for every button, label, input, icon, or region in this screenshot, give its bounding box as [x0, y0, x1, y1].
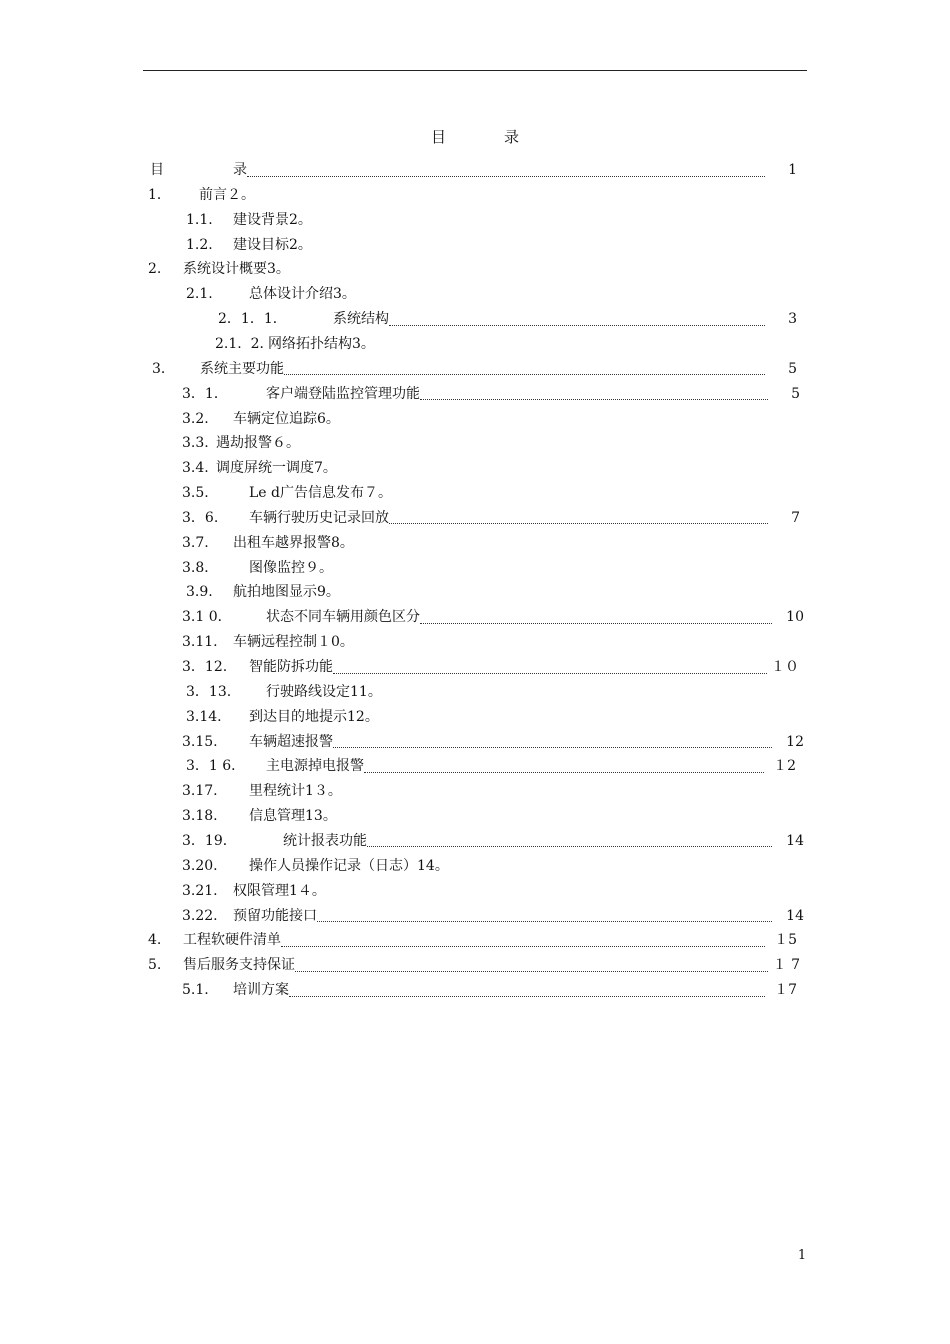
- toc-entry-number: 3.20.: [182, 857, 218, 874]
- toc-entry[interactable]: [182, 856, 449, 876]
- toc-entry[interactable]: [182, 384, 800, 404]
- toc-entry-number: 3.22.: [182, 907, 218, 924]
- toc-entry-title: 信息管理13。: [249, 808, 337, 825]
- toc-dot-leader: [389, 511, 768, 524]
- toc-entry-title: 工程软硬件清单: [183, 932, 281, 949]
- toc-entry-number: 3．12.: [182, 659, 228, 675]
- toc-entry[interactable]: [186, 707, 379, 727]
- toc-entry[interactable]: [182, 906, 804, 926]
- toc-entry-number: 3.9.: [186, 584, 213, 601]
- toc-entry-page: 1: [788, 162, 797, 178]
- toc-entry-title: 统计报表功能: [283, 832, 367, 849]
- toc-entry[interactable]: [218, 309, 797, 329]
- toc-entry-number: 3．19．: [182, 832, 237, 849]
- toc-entry-number: 1.1.: [186, 211, 213, 228]
- toc-dot-leader: [420, 611, 772, 624]
- toc-entry-title: 图像监控９。: [249, 559, 333, 576]
- toc-entry-title: 到达目的地提示12。: [249, 708, 379, 725]
- toc-entry-number: 1.2.: [186, 236, 213, 253]
- toc-entry[interactable]: [215, 334, 375, 354]
- toc-entry[interactable]: [148, 259, 290, 279]
- toc-dot-leader: [389, 313, 765, 326]
- toc-entry-number: 3.4.: [182, 460, 209, 477]
- toc-entry-number: 3．1．: [182, 385, 228, 402]
- toc-entry[interactable]: [182, 732, 804, 752]
- toc-entry-title: 总体设计介绍3。: [249, 286, 356, 303]
- toc-entry-title: 行驶路线设定11。: [266, 683, 382, 700]
- toc-entry[interactable]: [182, 458, 337, 478]
- toc-entry[interactable]: [182, 558, 333, 578]
- toc-entry-title: 售后服务支持保证: [183, 957, 295, 974]
- toc-dot-leader: [281, 934, 765, 947]
- toc-entry[interactable]: [182, 533, 354, 553]
- toc-entry-number: 3.2.: [182, 410, 209, 427]
- page-number: 1: [797, 1248, 807, 1263]
- toc-entry[interactable]: [182, 607, 804, 627]
- toc-entry-number: 3．1 6．: [186, 758, 246, 775]
- toc-entry-page: １2: [773, 758, 796, 775]
- toc-title-char-2: 录: [504, 128, 520, 146]
- toc-entry-number: 5.1.: [182, 982, 209, 999]
- toc-dot-leader: [284, 362, 765, 375]
- toc-entry-title: 里程统计1３。: [249, 783, 342, 800]
- toc-entry-number: 4.: [148, 932, 162, 949]
- toc-entry-title: Le d广告信息发布７。: [249, 485, 392, 502]
- toc-entry-title: 系统主要功能: [200, 360, 284, 377]
- toc-dot-leader: [317, 909, 772, 922]
- toc-entry-title: 主电源掉电报警: [266, 758, 364, 775]
- toc-entry[interactable]: [182, 831, 804, 851]
- toc-entry-number: 3.1 0．: [182, 609, 232, 626]
- toc-entry-number: 3.18.: [182, 808, 218, 825]
- toc-entry[interactable]: [182, 881, 326, 901]
- toc-entry-title: 操作人员操作记录（日志）14。: [249, 857, 449, 874]
- toc-entry[interactable]: [182, 483, 392, 503]
- toc-dot-leader: [333, 661, 767, 674]
- toc-entry[interactable]: [182, 632, 354, 652]
- toc-entry-number: 3．6.: [182, 509, 219, 526]
- toc-entry[interactable]: [186, 235, 312, 255]
- toc-entry-number: 3.11.: [182, 634, 218, 651]
- toc-entry-title: 车辆远程控制１0。: [233, 634, 354, 651]
- toc-entry-title: 录: [233, 162, 247, 178]
- toc-entry-number: 3.14.: [186, 708, 222, 725]
- toc-entry[interactable]: [182, 409, 340, 429]
- toc-entry-title: 系统结构: [333, 311, 389, 328]
- toc-title-char-1: 目: [430, 128, 446, 146]
- toc-entry-page: 10: [786, 609, 804, 626]
- toc-entry-title: 航拍地图显示9。: [233, 584, 340, 601]
- toc-entry-page: １０: [771, 659, 799, 675]
- toc-entry[interactable]: [186, 210, 312, 230]
- toc-entry-page: 3: [788, 311, 797, 328]
- toc-entry-title: 前言２。: [199, 186, 255, 203]
- toc-entry-title: 客户端登陆监控管理功能: [266, 385, 420, 402]
- toc-entry-title: 调度屏统一调度7。: [216, 460, 337, 477]
- toc-entry[interactable]: [182, 433, 300, 453]
- toc-entry-title: 车辆定位追踪6。: [233, 410, 340, 427]
- toc-entry[interactable]: [186, 756, 796, 776]
- toc-entry[interactable]: [182, 806, 337, 826]
- toc-dot-leader: [333, 735, 772, 748]
- toc-entry-title: 遇劫报警６。: [216, 435, 300, 452]
- toc-dot-leader: [420, 387, 768, 400]
- toc-entry-number: 3.5.: [182, 485, 209, 502]
- toc-entry-page: 5: [788, 360, 797, 377]
- toc-entry[interactable]: [182, 657, 799, 677]
- toc-entry[interactable]: [182, 508, 800, 528]
- toc-entry[interactable]: [148, 955, 800, 975]
- toc-entry-number: 5.: [148, 957, 162, 974]
- toc-entry-title: 出租车越界报警8。: [233, 534, 354, 551]
- toc-entry[interactable]: [186, 582, 340, 602]
- toc-dot-leader: [289, 984, 765, 997]
- toc-entry[interactable]: [182, 980, 797, 1000]
- toc-entry-number: 3.17.: [182, 783, 218, 800]
- toc-entry-number: 2.: [148, 261, 162, 278]
- toc-entry-title: 预留功能接口: [233, 907, 317, 924]
- toc-entry-title: 权限管理1４。: [233, 882, 326, 899]
- toc-entry-number: 3.3.: [182, 435, 209, 452]
- toc-entry-page: 12: [786, 733, 804, 750]
- toc-entry-number: 3.21.: [182, 882, 218, 899]
- toc-entry-title: 培训方案: [233, 982, 289, 999]
- toc-entry-title: 建设背景2。: [233, 211, 312, 228]
- toc-entry-page: １ 7: [772, 957, 800, 974]
- toc-entry-page: 5: [791, 385, 800, 402]
- toc-entry-number: 3.15.: [182, 733, 218, 750]
- toc-entry-number: 3．13.: [186, 683, 232, 700]
- toc-entry-title: 智能防拆功能: [249, 659, 333, 675]
- toc-entry[interactable]: [186, 284, 356, 304]
- toc-entry[interactable]: [186, 682, 382, 702]
- toc-entry-title: 车辆行驶历史记录回放: [249, 509, 389, 526]
- toc-entry[interactable]: [148, 185, 255, 205]
- toc-entry-number: 2.1.: [186, 286, 213, 303]
- toc-entry-title: 建设目标2。: [233, 236, 312, 253]
- toc-entry-number: 3.7.: [182, 534, 209, 551]
- toc-dot-leader: [367, 834, 772, 847]
- toc-entry-title: 车辆超速报警: [249, 733, 333, 750]
- toc-title: [0, 126, 950, 147]
- toc-entry-title: 系统设计概要3。: [183, 261, 290, 278]
- toc-entry-title: 状态不同车辆用颜色区分: [266, 609, 420, 626]
- toc-entry-number: 目: [150, 162, 164, 178]
- toc-dot-leader: [295, 959, 768, 972]
- toc-entry[interactable]: [152, 359, 797, 379]
- toc-entry-page: １5: [774, 932, 797, 949]
- toc-entry[interactable]: [182, 781, 342, 801]
- toc-entry-number: 2.1. 2．: [215, 335, 274, 352]
- header-rule: [143, 70, 807, 71]
- toc-entry[interactable]: [150, 160, 797, 180]
- toc-entry-number: 2．1．1．: [218, 311, 287, 328]
- toc-entry-number: 3.8．: [182, 559, 219, 576]
- toc-dot-leader: [364, 760, 764, 773]
- toc-entry-number: 1．: [148, 186, 171, 203]
- toc-entry-page: 14: [786, 832, 804, 849]
- toc-entry-page: 7: [791, 509, 800, 526]
- toc-entry-number: 3．: [152, 360, 175, 377]
- toc-entry-page: 14: [786, 907, 804, 924]
- toc-entry[interactable]: [148, 930, 797, 950]
- toc-dot-leader: [247, 164, 765, 177]
- toc-entry-page: １7: [774, 982, 797, 999]
- toc-entry-title: 网络拓扑结构3。: [268, 335, 375, 352]
